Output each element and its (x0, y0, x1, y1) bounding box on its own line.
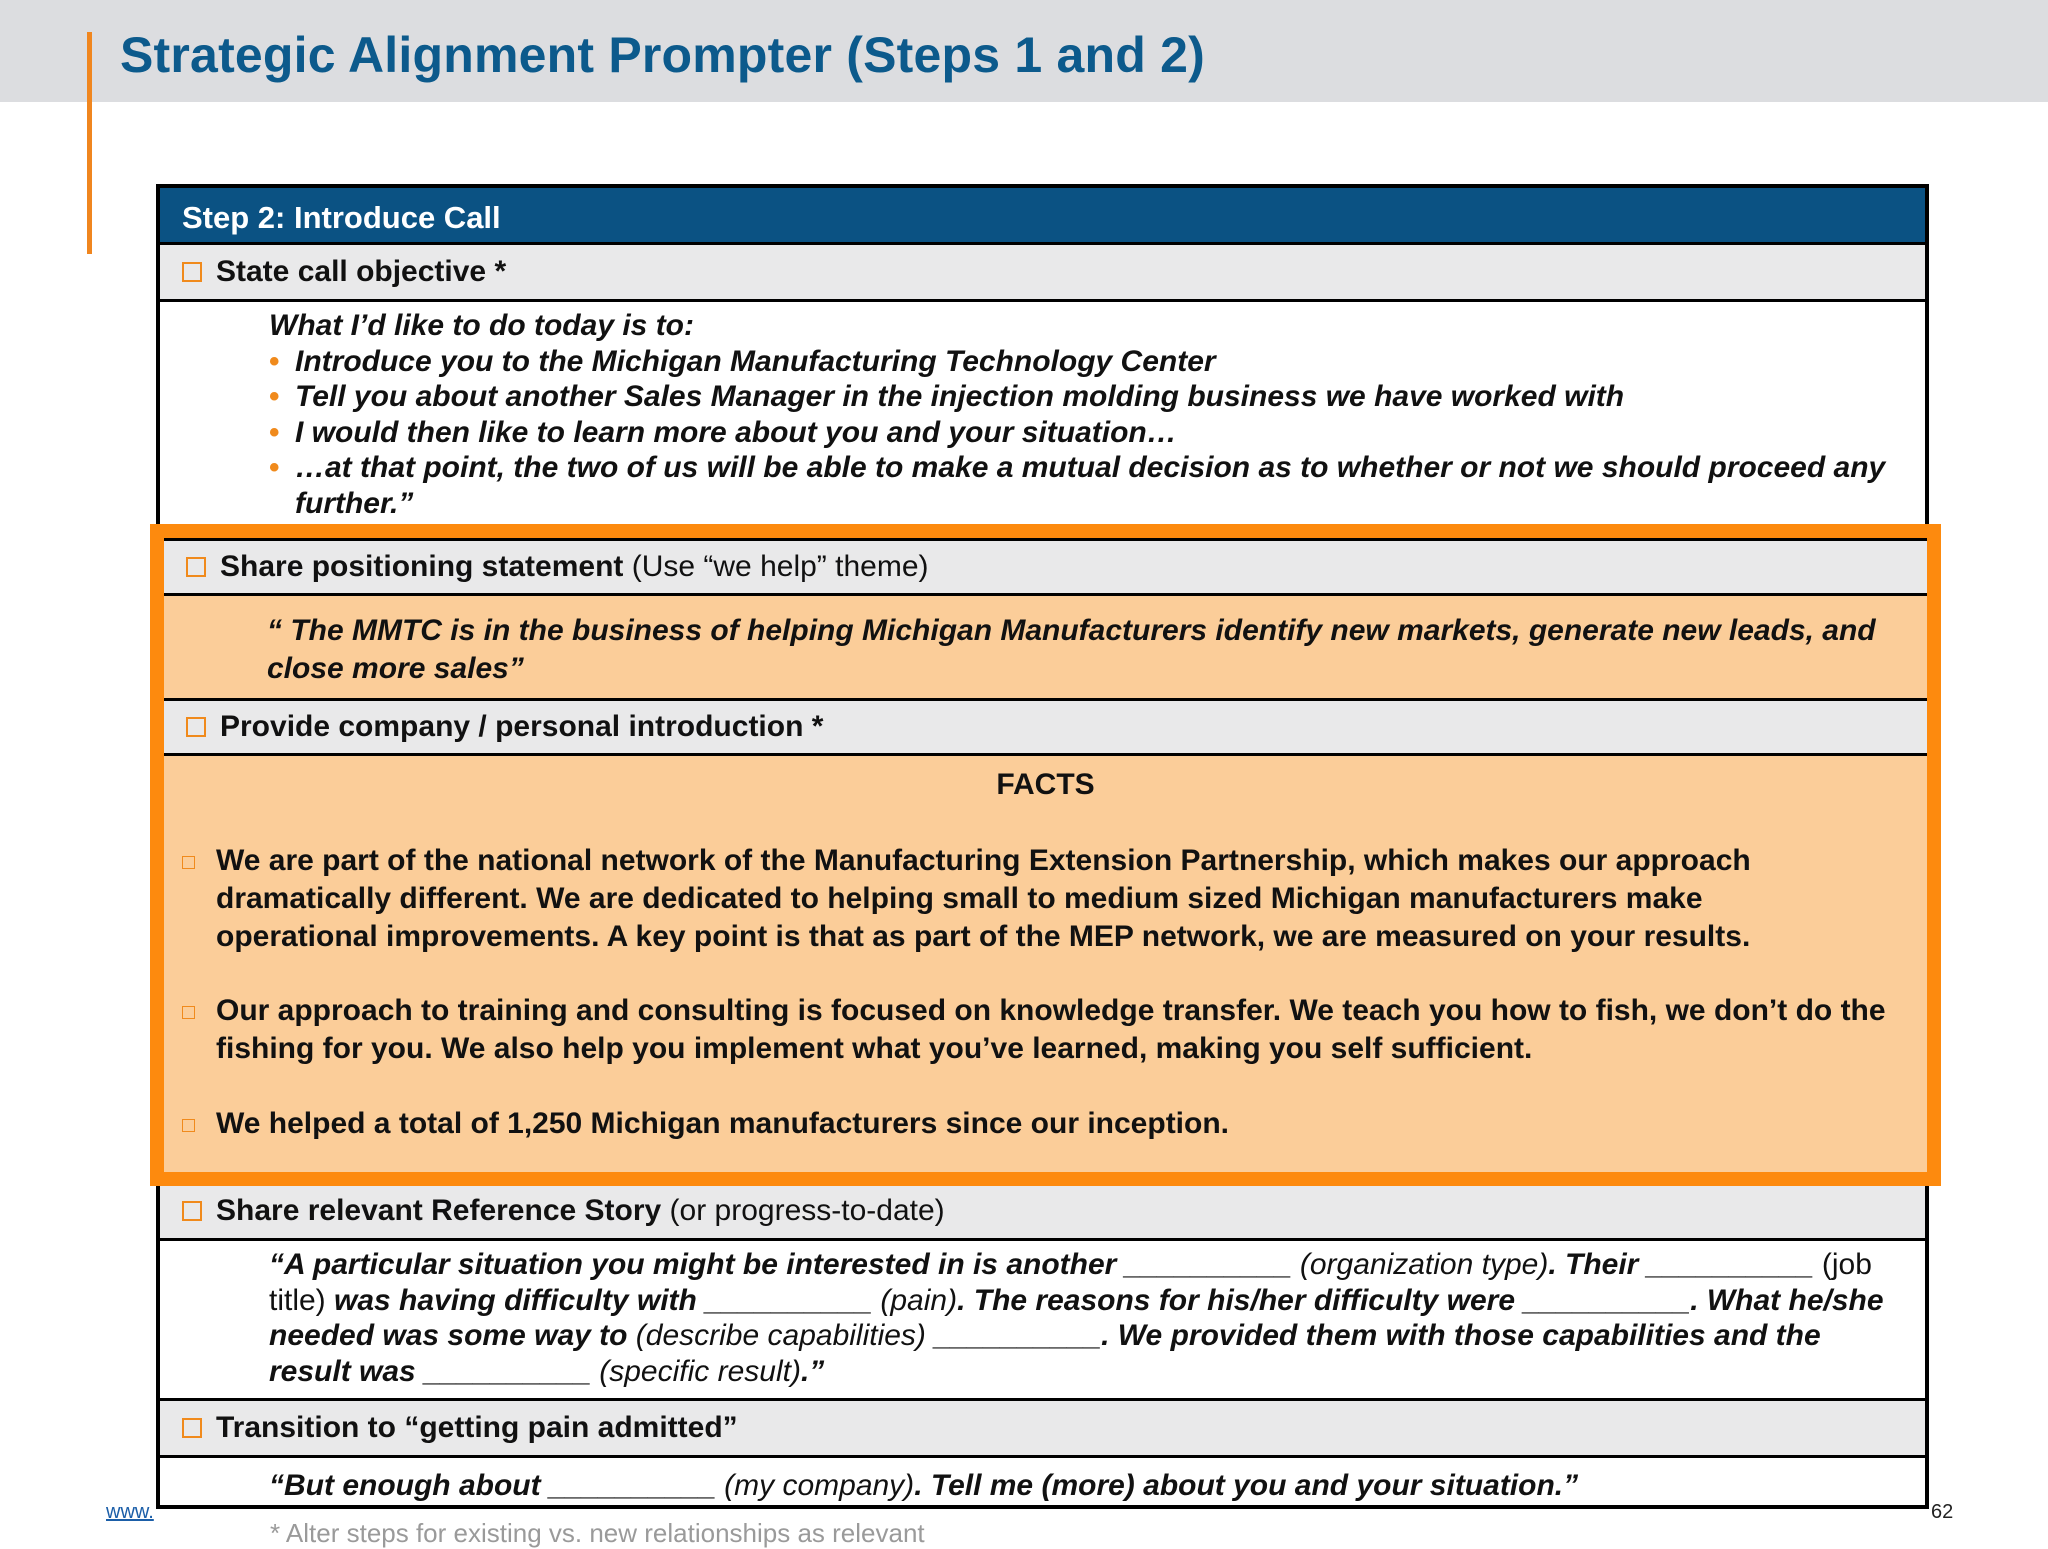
page-title: Strategic Alignment Prompter (Steps 1 and 2) (120, 27, 1205, 83)
reference-hint: (job title) (269, 1248, 1872, 1317)
fact-text: We helped a total of 1,250 Michigan manufacturers since our inception. (216, 1107, 1229, 1140)
footer-link[interactable]: www. (106, 1501, 154, 1523)
facts-title: FACTS (996, 768, 1095, 801)
reference-hint: (specific result) (599, 1354, 801, 1388)
fact-item (164, 1105, 1927, 1143)
transition-hint: (my company) (724, 1469, 915, 1502)
section-label: State call objective * (216, 255, 507, 288)
reference-hint: (describe capabilities) (635, 1319, 926, 1352)
checkbox-transition[interactable] (182, 1418, 202, 1438)
reference-text: . Their __________ (1548, 1248, 1822, 1281)
reference-text: “A particular situation you might be interested in is another __________ (269, 1248, 1300, 1281)
fact-text: Our approach to training and consulting is focused on knowledge transfer. We teach you how to fish, we don’t do the fishing for you. We also help you implement what you’ve learned, making you self sufficient. (216, 994, 1886, 1065)
page-number: 62 (1931, 1501, 1954, 1523)
checkbox-reference-story[interactable] (182, 1201, 202, 1221)
checkbox-positioning[interactable] (186, 557, 206, 577)
section-label-bold: Share relevant Reference Story (216, 1194, 662, 1227)
reference-text: .” (800, 1354, 825, 1388)
reference-text: __________. We provided them with those capabilities and the result was __________ (269, 1319, 1821, 1388)
reference-text: was having difficulty with __________ (325, 1283, 881, 1317)
fact-checkbox[interactable] (182, 856, 195, 869)
reference-hint: (organization type) (1299, 1248, 1549, 1281)
positioning-quote: “ The MMTC is in the business of helping Michigan Manufacturers identify new markets, generate new leads, and close more sales” (267, 614, 1876, 685)
objective-bullets (269, 344, 1925, 522)
transition-text: “But enough about __________ (269, 1469, 725, 1502)
section-label-rest: (Use “we help” theme) (623, 550, 929, 583)
section-company-intro (164, 698, 1927, 756)
bullet-item: • …at that point, the two of us will be able to make a mutual decision as to whether or not we should proceed any further.” (269, 450, 1925, 521)
section-label-bold: Share positioning statement (220, 550, 624, 583)
checkbox-company-intro[interactable] (186, 717, 206, 737)
objective-intro: What I’d like to do today is to: (269, 309, 694, 342)
section-state-objective (160, 245, 1925, 302)
title-accent-line (87, 32, 92, 254)
fact-checkbox[interactable] (182, 1006, 195, 1019)
section-transition (160, 1398, 1925, 1458)
transition-body (160, 1468, 1925, 1504)
fact-item (164, 992, 1927, 1068)
section-label: Provide company / personal introduction * (220, 710, 824, 743)
reference-text: . The reasons for his/her difficulty were __________. What he/she needed was some way to (269, 1283, 1884, 1352)
section-label: Transition to “getting pain admitted” (216, 1411, 738, 1444)
step-header: Step 2: Introduce Call (160, 188, 1925, 245)
checkbox-state-objective[interactable] (182, 262, 202, 282)
objective-body (160, 308, 1925, 521)
section-reference-story (160, 1181, 1925, 1241)
fact-checkbox[interactable] (182, 1119, 195, 1132)
transition-text: . Tell me (more) about you and your situation.” (914, 1469, 1579, 1502)
highlight-box (150, 524, 1941, 1186)
section-label-rest: (or progress-to-date) (661, 1194, 945, 1227)
footnote: * Alter steps for existing vs. new relationships as relevant (270, 1518, 925, 1548)
reference-story-body (160, 1247, 1925, 1389)
bullet-item: • Tell you about another Sales Manager in the injection molding business we have worked with (269, 379, 1925, 415)
reference-hint: (pain) (880, 1283, 958, 1317)
fact-text: We are part of the national network of the Manufacturing Extension Partnership, which makes our approach dramatically different. We are dedicated to helping small to medium sized Michigan manufacturers make operational improvements. A key point is that as part of the MEP network, we are measured on your results. (216, 844, 1751, 953)
bullet-item: • Introduce you to the Michigan Manufacturing Technology Center (269, 344, 1925, 380)
bullet-item: • I would then like to learn more about you and your situation… (269, 415, 1925, 451)
section-positioning (164, 538, 1927, 596)
fact-item (164, 842, 1927, 956)
